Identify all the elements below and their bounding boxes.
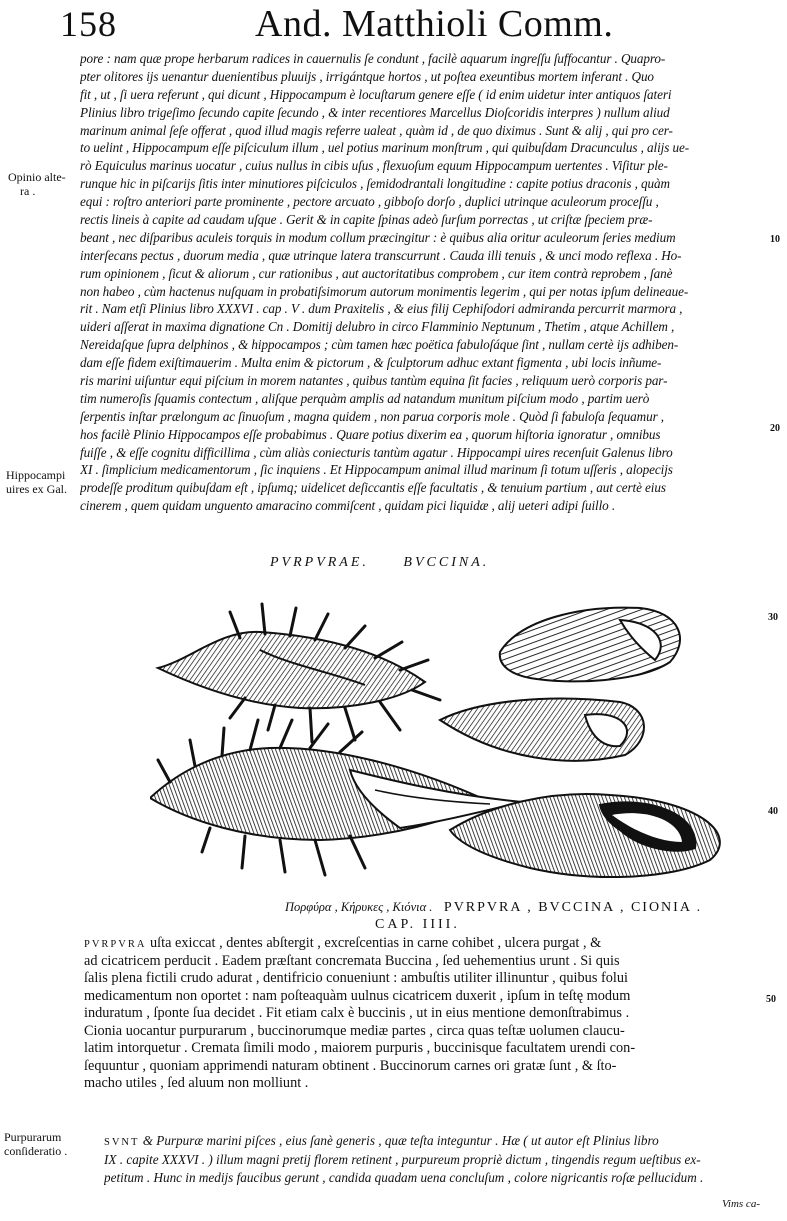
text-line: ſequuntur , quoniam apprimendi naturam obtinent . Buccinorum carnes ori gratæ ſunt , & ſto-: [84, 1057, 617, 1074]
text-line: beant , nec diſparibus aculeis torquis in modum collum præcingitur : è quibus alia oritur aculeorum ſeries medium: [80, 229, 676, 245]
line-number: 20: [770, 423, 780, 434]
text-line: IX . capite XXXVI . ) illum magni pretij florem retinent , purpureum propriè dictum , tingendis regum ueſtibus ex-: [104, 1151, 701, 1167]
line-number: 40: [768, 806, 778, 817]
running-title: And. Matthioli Comm.: [255, 3, 614, 45]
text-line: ſerpentis inſtar prælongum ac ſinuoſum , magna quidem , non parua corporis mole . Quòd ſi fabuloſa ſequamur ,: [80, 408, 664, 424]
caption-greek: Πορφύρα , Κήρυκες , Κιόνια .: [285, 900, 433, 914]
text-line: pore : nam quæ prope herbarum radices in cauernulis ſe condunt , facilè aquarum ingreſſu ſuffocantur . Quapro-: [80, 51, 666, 66]
text-line: prodeſſe proditum quibuſdam eſt , ipſumq; uidelicet deſiccantis eſſe facultatis , & tenuium partium , aut certè eius: [80, 480, 666, 496]
text-line: fuiſſe , & eſſe cognitu difficillima , cùm aliàs coniecturis tantùm agatur . Hippocampi uires recenſuit Galenus libro: [80, 444, 673, 460]
page-header: [60, 2, 660, 48]
text-line: petitum . Hunc in medijs faucibus gerunt , candida quadam uena concluſum , colore nigricantis roſæ pellucidum .: [104, 1170, 704, 1185]
line-content: & Purpuræ marini piſces , eius ſanè generis , quæ teſta integuntur . Hæ ( ut autor eſt Plinius libro: [139, 1133, 659, 1148]
text-line: hos facilè Plinio Hippocampos eſſe probabimus . Quare potius dixerim ea , quorum hiſtoria ignoratur , omnibus: [80, 426, 661, 442]
line-number: 50: [766, 994, 776, 1005]
heading-purpurae: PVRPVRAE.: [270, 555, 369, 570]
figure-caption: [285, 900, 702, 916]
text-line: [84, 935, 764, 953]
dropcap-purpura: PVRPVRA: [84, 939, 147, 950]
text-line: [104, 1132, 764, 1151]
margin-note-line: Purpurarum: [4, 1130, 62, 1144]
text-line: Plinius libro trigeſimo ſecundo capite ſecundo , & inter recentiores Marcellus Dioſcoridis interpres ) nullum aliud: [80, 104, 670, 120]
shells-woodcut-illustration: [150, 590, 740, 895]
text-line: uideri aſſerat in maxima dignatione Cn . Domitij delubro in circo Flamminio Neptunum , Thetim , atque Achillem ,: [80, 319, 675, 335]
caption-latin: PVRPVRA , BVCCINA , CIONIA .: [443, 900, 703, 915]
margin-note-opinio: [8, 170, 66, 198]
margin-note-purpurarum: [4, 1130, 67, 1158]
text-line: rum opinionem , ſicut & aliorum , cur rationibus , aut auctoritatibus comprobem , cur item contrà reprobem , ſanè: [80, 265, 673, 281]
text-line: medicamentum non oportet : nam poſteaquàm uulnus cicatricem duxerit , ipſum in teſtę modum: [84, 987, 631, 1004]
buccinum-shell-middle: [440, 699, 644, 761]
text-line: cinerem , quem quidam unguento amaracino commiſcent , quidam pici liquidæ , alij ueteri adipi ſuillo .: [80, 498, 616, 514]
text-line: latim intorquetur . Cremata ſimili modo , maiorem purpuris , buccinisque facultatem urendi con-: [84, 1040, 636, 1056]
catchword: Vims ca-: [722, 1198, 760, 1210]
text-line: pter olitores ijs uenantur duenientibus pluuijs , irrigántque hortos , ut poſtea exeuntibus mortem inferant . Quo: [80, 68, 654, 84]
text-line: Cionia uocantur purpurarum , buccinorumque mediæ partes , circa quas teſtæ uolumen claucu-: [84, 1022, 625, 1039]
text-line: tim numeroſis ſquamis contectum , aliſque perquàm amplis ad natandum munitum piſcium modo , partim uerò: [80, 390, 650, 406]
margin-note-hippocampi: [6, 468, 67, 496]
text-line: fit , ut , ſi uera referunt , qui dicunt , Hippocampum è locuſtarum genere eſſe ( id enim uidetur inter antiquos ſateri: [80, 86, 672, 102]
line-content: uſta exiccat , dentes abſtergit , excreſcentias in carne cohibet , ulcera purgat , &: [146, 935, 602, 951]
margin-note-line: ra .: [20, 184, 36, 198]
chapter-number: CAP. IIII.: [375, 917, 460, 932]
text-line: to uelint , Hippocampum eſſe piſciculum illum , uel potius marinum monſtrum , qui quibuſdam Dracunculus , alijs ue-: [80, 140, 689, 156]
line-number: 10: [770, 234, 780, 245]
upper-text-block: [80, 50, 770, 515]
text-line: rit . Nam etſi Plinius libro XXXVI . cap . V . dum Praxitelis , & eius filij Cephiſodori admiranda percurrit marmora ,: [80, 301, 683, 317]
text-line: rò Equiculus marinus uocatur , cuius nullus in cibis uſus , flexuoſum equum Hippocampum uertentes . Viſitur ple-: [80, 158, 668, 174]
text-line: runque hic in piſcarijs ſitis inter minutiores piſciculos , ſemidodrantali longitudine : capite potius draconis , quàm: [80, 176, 670, 192]
text-line: equi : roſtro anteriori parte prominente , pectore arcuato , gibboſo dorſo , duplici utrinque aculeorum proceſſu ,: [80, 194, 659, 210]
margin-note-line: Opinio alte-: [8, 170, 66, 184]
buccinum-shell-top: [500, 608, 680, 682]
text-line: interſecans pectus , duorum media , quæ utrinque latera transcurrunt . Cauda illi tenuis , & unci modo reflexa . Ho-: [80, 247, 682, 263]
text-line: induratum , ſponte ſua decidet . Fit etiam calx è buccinis , ut in eius mentione demonſtrabimus .: [84, 1005, 630, 1021]
murex-shell-lower: [150, 720, 522, 875]
roman-text-block: [84, 935, 764, 1093]
text-line: marinum animal ſeſe offerat , quod illud magis referre ualeat , quàm id , de quo diximus . Sunt & alij , qui pro cer-: [80, 122, 673, 138]
page-number: 158: [60, 4, 117, 44]
lower-italic-block: [104, 1132, 764, 1188]
text-line: ſalis plena fictili crudo adurat , dentifricio conueniunt : ambuſtis utiliter illinuntur , quibus folui: [84, 970, 628, 986]
text-line: non habeo , cùm hactenus nuſquam in probatiſsimorum autorum monimentis legerim , qui per notas ipſum delineaue-: [80, 283, 689, 299]
murex-shell-upper: [158, 604, 440, 742]
text-line: XI . ſimplicium medicamentorum , ſic inquiens . Et Hippocampum animal illud marinum ſi totum uſſeris , alopecijs: [80, 462, 673, 478]
text-line: macho utiles , ſed aluum non molliunt .: [84, 1075, 309, 1091]
heading-buccina: BVCCINA.: [403, 555, 490, 570]
margin-note-line: Hippocampi: [6, 468, 66, 482]
line-number: 30: [768, 612, 778, 623]
section-heading: [270, 555, 489, 571]
margin-note-line: uires ex Gal.: [6, 482, 67, 496]
dropcap-sunt: SVNT: [104, 1137, 140, 1148]
text-line: ris marini uiſuntur equi piſcium in morem natantes , quibus tantùm equina ſit facies , reliquum uerò corporis par-: [80, 373, 668, 389]
text-line: dam eſſe fidem exiſtimauerim . Multa enim & pictorum , & ſculptorum adhuc extant figmenta , ubi locis inñume-: [80, 355, 662, 371]
text-line: Nereidaſque ſupra delphinos , & hippocampos ; cùm tamen hæc poëtica fabuloſáque ſint , nullam certè ijs adhiben-: [80, 337, 679, 353]
text-line: rectis lineis à capite ad caudam uſque . Gerit & in capite ſpinas adeò ſurſum porrectas , ut criſtæ ſpeciem præ-: [80, 212, 653, 228]
text-line: ad cicatricem perducit . Eadem præſtant concremata Buccina , ſed uehementius urunt . Si quis: [84, 952, 620, 969]
margin-note-line: conſideratio .: [4, 1144, 68, 1158]
